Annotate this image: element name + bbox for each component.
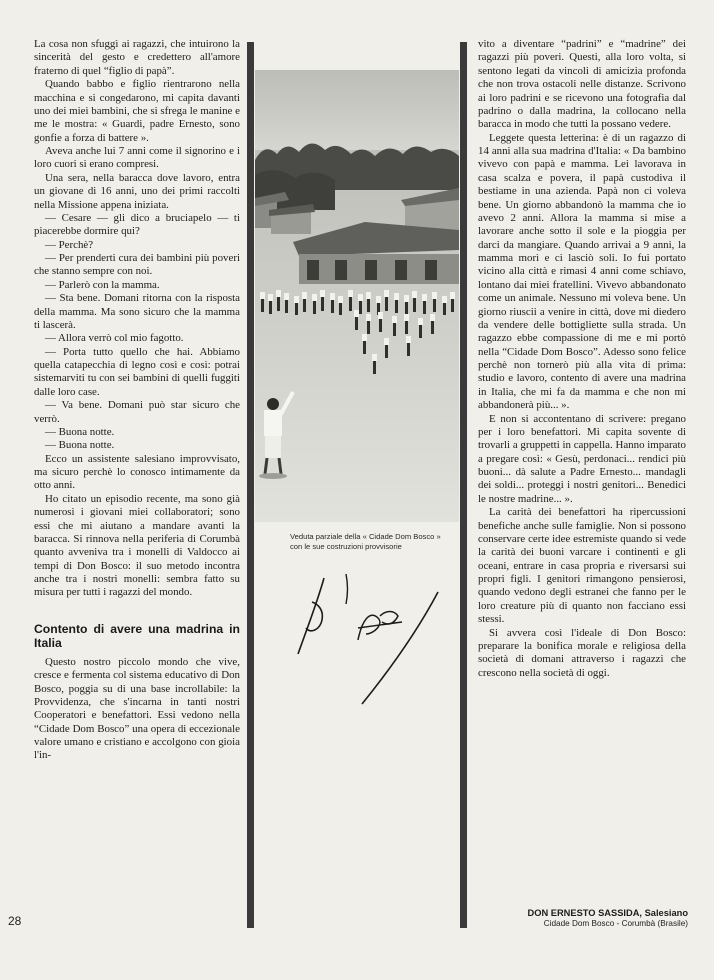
section-subheading: Contento di avere una madrina in Italia xyxy=(34,621,240,650)
paragraph: La carità dei benefattori ha ripercussioni benefiche anche sulle famiglie. Non si possono conservare certe idee estremiste quando si vede la carità dei buoni varcare i continenti e gli oceani, entrare in casa propria e riversarsi sui propri figli. I genitori rimangono pensierosi, quando vedono degli estranei che fanno per le loro creature più di quanto non facciano essi stessi. xyxy=(478,506,686,626)
dialogue-line: — Va bene. Domani può star sicuro che verrò. xyxy=(34,399,240,425)
photo-caption: Veduta parziale della « Cidade Dom Bosco » con le sue costruzioni provvisorie xyxy=(290,532,441,551)
dialogue-line: — Cesare — gli dico a bruciapelo — ti piacerebbe dormire qui? xyxy=(34,211,240,238)
author-name: DON ERNESTO SASSIDA, Salesiano xyxy=(527,908,688,918)
dialogue-line: — Buona notte. xyxy=(45,425,115,438)
dialogue-line: — Parlerò con la mamma. xyxy=(45,278,160,291)
paragraph: vito a diventare “padrini” e “madrine” dei ragazzi più poveri. Questi, alla loro volta, si sentono legati da vincoli di amicizia profonda che non trova ostacoli nelle distanze. Scrivono ai loro padrini e se ricevono una fotografia dal padrino o dalla madrina, la collocano nella baracca in modo che tutti la possano vedere. xyxy=(478,38,686,131)
dialogue-line: — Porta tutto quello che hai. Abbiamo quella catapecchia di legno così e così: potrai sistemarviti tu con sei bambini di quelli fuggiti dalle loro case. xyxy=(34,345,240,398)
paragraph: Quando babbo e figlio rientrarono nella macchina e si congedarono, mi capita davanti uno dei miei bambini, che si sfrega le manine e me le mostra: « Guardi, padre Ernesto, sono gonfie a forza di battere ». xyxy=(34,78,240,144)
column-divider-left xyxy=(247,42,254,928)
dialogue-line: — Buona notte. xyxy=(45,439,115,452)
right-column xyxy=(478,38,686,680)
handwritten-marks xyxy=(262,570,458,720)
page-number: 28 xyxy=(8,914,22,928)
paragraph: Aveva anche lui 7 anni come il signorino e i loro cuori si erano compresi. xyxy=(34,145,240,171)
dialogue-line: — Sta bene. Domani ritorna con la risposta della mamma. Ma sono sicuro che la mamma ti lascerà. xyxy=(34,292,240,331)
left-column xyxy=(34,38,240,763)
paragraph: Si avvera così l'ideale di Don Bosco: preparare la bonifica morale e religiosa della società di domani attraverso i ragazzi che crescono nella società di oggi. xyxy=(478,626,686,679)
dialogue-line: — Perchè? xyxy=(45,238,94,251)
paragraph: Ecco un assistente salesiano improvvisato, ma sicuro perchè lo conosco intimamente da otto anni. xyxy=(34,452,240,492)
dialogue-line: — Allora verrò col mio fagotto. xyxy=(45,332,184,345)
paragraph: Ho citato un episodio recente, ma sono già numerosi i giovani miei collaboratori; sono essi che mi aiutano a mandare avanti la baracca. Si rinnova nella periferia di Corumbà quanto avveniva tra i monelli di Valdocco ai tempi di Don Bosco: il suo metodo incontra anche tra i nostri monelli: sembra fatto su misura per tutti i ragazzi del mondo. xyxy=(34,492,240,599)
paragraph: E non si accontentano di scrivere: pregano per i loro benefattori. Mi capita sovente di trovarli a gruppetti in cappella. Hanno imparato a pregare così: « Gesù, perdonaci... rendici più buoni... dà salute a Padre Ernesto... mandagli dei soldi... proteggi i nostri genitori... Benedici le nostre madrine... ». xyxy=(478,412,686,505)
paragraph: Questo nostro piccolo mondo che vive, cresce e fermenta col sistema educativo di Don Bosco, poggia su di una base incrollabile: la Provvidenza, che s'incarna in tanti nostri Cooperatori e benefattori. Essi vedono nella “Cidade Dom Bosco” una opera di eccezionale valore umano e cristiano e accolgono con gioia l'in- xyxy=(34,655,240,762)
author-location: Cidade Dom Bosco - Corumbà (Brasile) xyxy=(543,919,688,928)
dialogue-line: — Per prenderti cura dei bambini più poveri che stanno sempre con noi. xyxy=(34,252,240,278)
paragraph: Una sera, nella baracca dove lavoro, entra un giovane di 16 anni, uno dei primi raccolti nella Missione appena iniziata. xyxy=(34,171,240,211)
paragraph: Leggete questa letterina: è di un ragazzo di 14 anni alla sua madrina d'Italia: « Da bambino vivevo con papà e mamma. Lei lavorava in casa scalza e povera, il papà custodiva il bestiame in una azienda. Papà non ci voleva bene. Un giorno abbandonò la mamma che io avevo 2 anni. Allora la mamma si mise a lavorare anche sotto il sole e la pioggia per darci da mangiare. Quando arrivai a 9 anni, la mamma morì e ci lasciò soli. Io fui portato vicino alla città e rimasi 4 anni come schiavo, lontano dai miei fratellini. Vivevo abbandonato come un animale. Nessuno mi voleva bene. Un giorno riuscii a venire in città, dove mi diedero da vendere delle bottigliette sulla strada. Un ragazzo ebbe compassione di me e mi portò nella “Cidade Dom Bosco”. Adesso sono felice perchè non tornerò più alla vita di prima: studio e lavoro, contento di avere una madrina in Italia, che mi fa da mamma e che non mi abbandonerà più... ». xyxy=(478,131,686,412)
column-divider-right xyxy=(460,42,467,928)
author-signature xyxy=(478,908,688,929)
paragraph: La cosa non sfuggì ai ragazzi, che intuirono la sincerità del gesto e credettero all'amore fraterno di quel “figlio di papà”. xyxy=(34,38,240,77)
photo-cidade-dom-bosco xyxy=(255,70,459,522)
